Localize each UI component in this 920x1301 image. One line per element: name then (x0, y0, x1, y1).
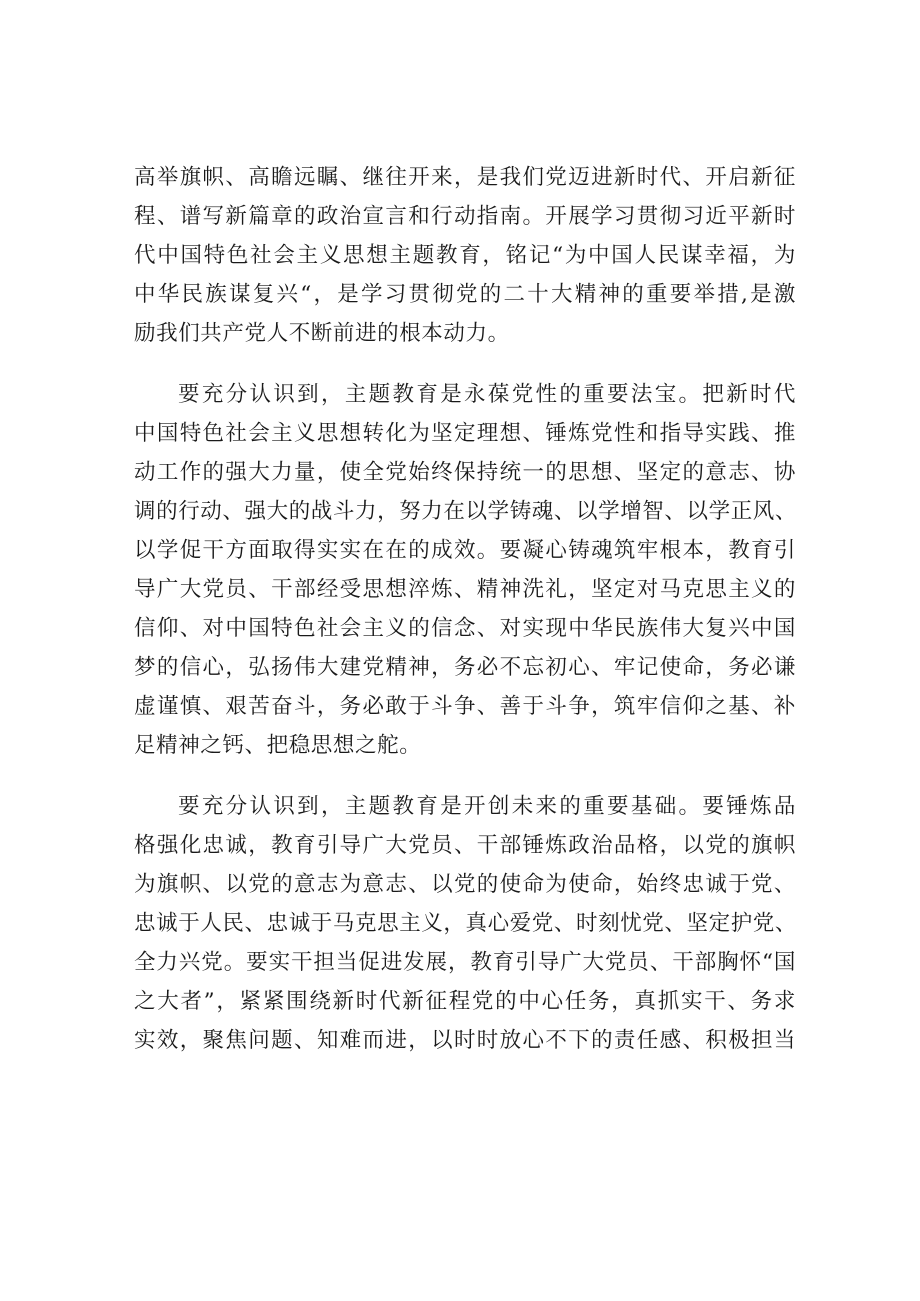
paragraph-spacer (134, 765, 796, 787)
paragraph-spacer (134, 353, 796, 375)
paragraph-line: 全力兴党。要实干担当促进发展，教育引导广大党员、干部胸怀“国 (134, 950, 796, 975)
paragraph-line: 以学促干方面取得实实在在的成效。要凝心铸魂筑牢根本，教育引 (134, 538, 796, 563)
paragraph-line: 中华民族谋复兴“，是学习贯彻党的二十大精神的重要举措,是激 (134, 282, 796, 307)
paragraph-line: 虚谨慎、艰苦奋斗，务必敢于斗争、善于斗争，筑牢信仰之基、补 (134, 694, 796, 719)
paragraph-line: 导广大党员、干部经受思想淬炼、精神洗礼，坚定对马克思主义的 (134, 577, 796, 602)
paragraph-line: 调的行动、强大的战斗力，努力在以学铸魂、以学增智、以学正风、 (134, 499, 798, 524)
paragraph-line: 格强化忠诚，教育引导广大党员、干部锤炼政治品格，以党的旗帜 (134, 833, 796, 858)
paragraph-line: 代中国特色社会主义思想主题教育，铭记“为中国人民谋幸福，为 (134, 243, 796, 268)
paragraph-line: 动工作的强大力量，使全党始终保持统一的思想、坚定的意志、协 (134, 460, 796, 485)
paragraph-line: 为旗帜、以党的意志为意志、以党的使命为使命，始终忠诚于党、 (134, 872, 796, 897)
paragraph-line: 要充分认识到，主题教育是永葆党性的重要法宝。把新时代 (178, 382, 796, 407)
document-body (134, 158, 796, 1060)
paragraph-line: 高举旗帜、高瞻远瞩、继往开来，是我们党迈进新时代、开启新征 (134, 165, 796, 190)
paragraph-line: 实效，聚焦问题、知难而进，以时时放心不下的责任感、积极担当 (134, 1028, 796, 1053)
paragraph-line: 程、谱写新篇章的政治宣言和行动指南。开展学习贯彻习近平新时 (134, 204, 796, 229)
paragraph-3 (134, 787, 796, 1060)
paragraph-line: 之大者”，紧紧围绕新时代新征程党的中心任务，真抓实干、务求 (134, 989, 796, 1014)
paragraph-line: 梦的信心，弘扬伟大建党精神，务必不忘初心、牢记使命，务必谦 (134, 655, 796, 680)
paragraph-line: 信仰、对中国特色社会主义的信念、对实现中华民族伟大复兴中国 (134, 616, 796, 641)
paragraph-line: 中国特色社会主义思想转化为坚定理想、锤炼党性和指导实践、推 (134, 421, 796, 446)
paragraph-line: 要充分认识到，主题教育是开创未来的重要基础。要锤炼品 (178, 794, 796, 819)
paragraph-2 (134, 375, 796, 765)
paragraph-1 (134, 158, 796, 353)
paragraph-line: 足精神之钙、把稳思想之舵。 (134, 733, 422, 758)
paragraph-line: 忠诚于人民、忠诚于马克思主义，真心爱党、时刻忧党、坚定护党、 (134, 911, 798, 936)
paragraph-line: 励我们共产党人不断前进的根本动力。 (134, 321, 510, 346)
